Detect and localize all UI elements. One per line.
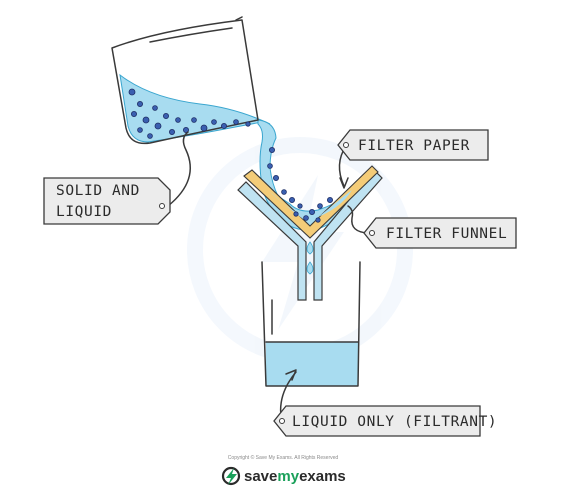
label-solid-and-liquid xyxy=(44,132,190,224)
particle xyxy=(294,212,298,216)
particle xyxy=(309,209,314,214)
particle xyxy=(201,125,207,131)
particle xyxy=(129,89,135,95)
particle xyxy=(268,164,273,169)
brand-my: my xyxy=(277,468,300,485)
svg-text:savemyexams xyxy=(244,468,346,485)
particle xyxy=(176,118,181,123)
filtrate xyxy=(266,342,358,386)
particle xyxy=(269,147,274,152)
label-filter-funnel xyxy=(348,206,516,248)
particle xyxy=(143,117,149,123)
particle xyxy=(221,123,226,128)
particle xyxy=(192,118,197,123)
particle xyxy=(318,204,323,209)
particle xyxy=(246,122,250,126)
label-text: FILTER FUNNEL xyxy=(386,226,508,242)
particle xyxy=(298,204,302,208)
particle xyxy=(137,101,142,106)
label-text: LIQUID ONLY (FILTRANT) xyxy=(292,414,498,430)
particle xyxy=(148,134,153,139)
label-text: FILTER PAPER xyxy=(358,138,470,154)
label-text-line2: LIQUID xyxy=(56,204,112,220)
brand-save: save xyxy=(244,468,278,485)
particle xyxy=(289,197,294,202)
particle xyxy=(273,175,278,180)
particle xyxy=(316,218,320,222)
particle xyxy=(155,123,161,129)
brand-logo xyxy=(223,468,346,485)
particle xyxy=(169,129,174,134)
particle xyxy=(153,106,158,111)
particle xyxy=(304,216,309,221)
particle xyxy=(282,190,287,195)
particle xyxy=(138,128,143,133)
beaker-liquid xyxy=(120,75,270,142)
particle xyxy=(163,113,168,118)
particle xyxy=(327,197,332,202)
label-text-line1: SOLID AND xyxy=(56,183,140,199)
brand-exams: exams xyxy=(299,468,346,485)
copyright-text: Copyright © Save My Exams. All Rights Reserved xyxy=(227,455,339,461)
particle xyxy=(212,120,217,125)
particle xyxy=(131,111,136,116)
particle xyxy=(234,120,239,125)
